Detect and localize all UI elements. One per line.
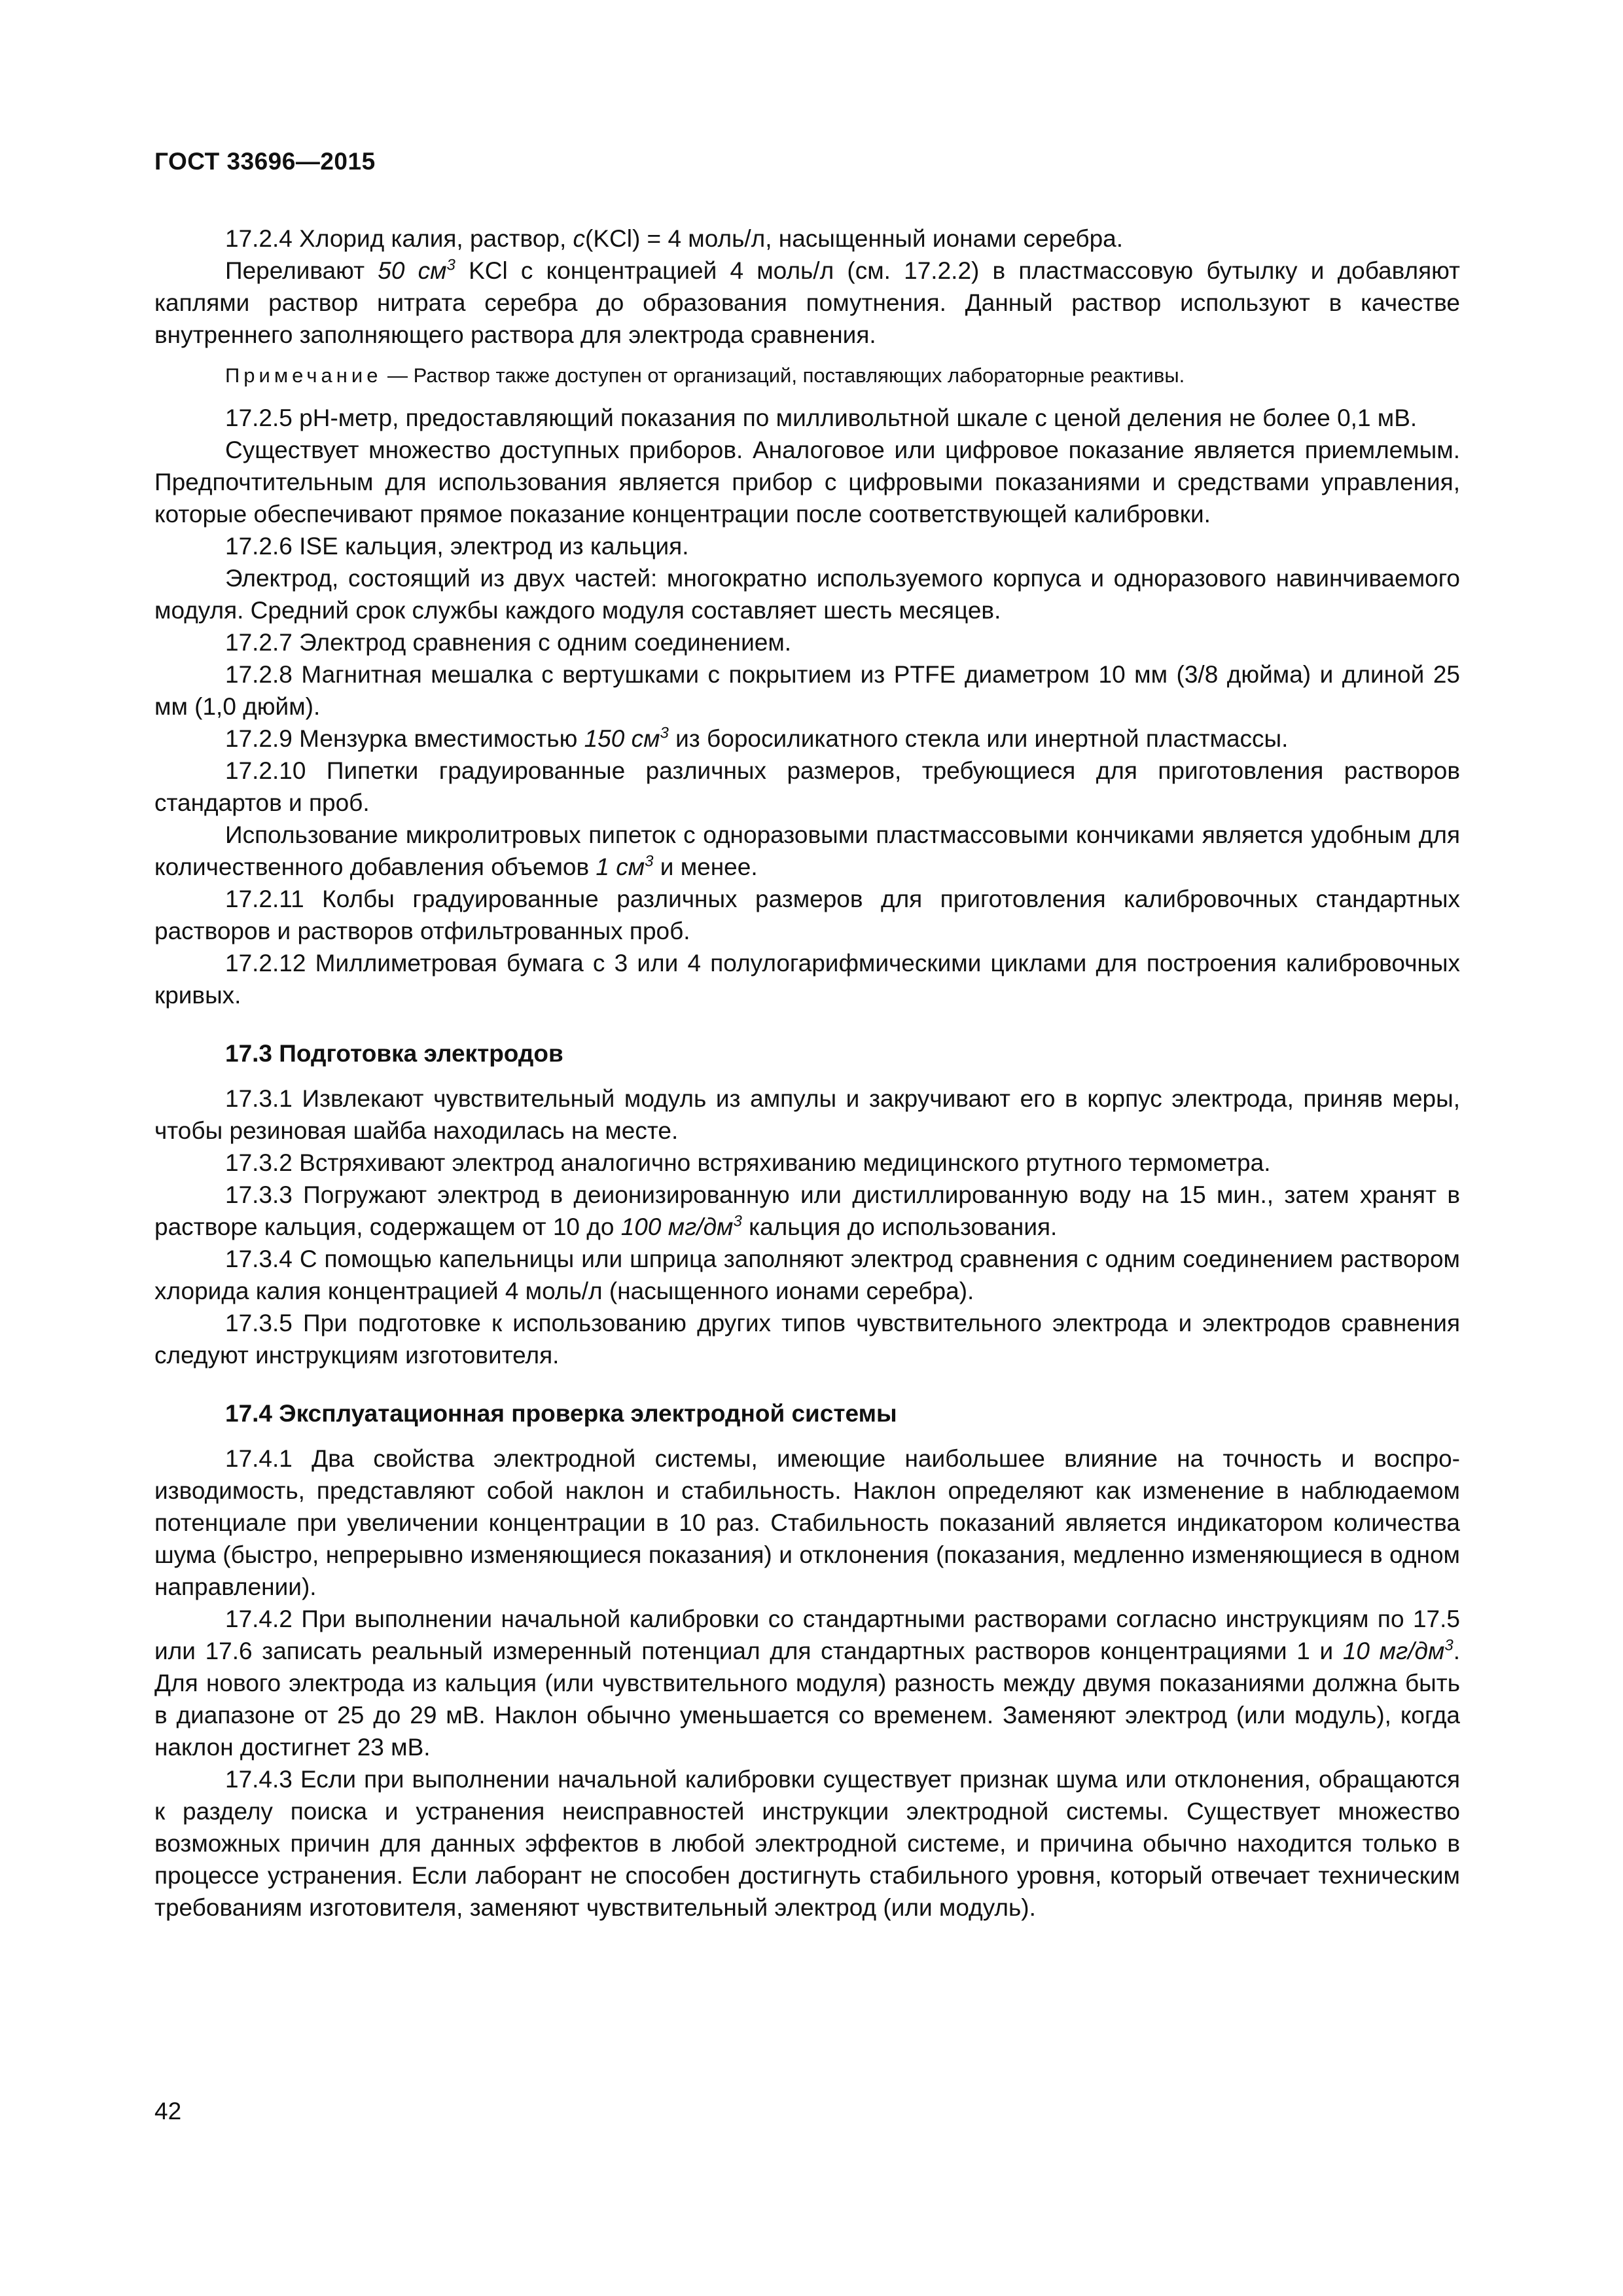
paragraph-17-2-7: 17.2.7 Электрод сравнения с одним соединением. — [225, 629, 792, 656]
paragraph-17-3-3: 17.3.3 Погружают электрод в деионизированную или дистиллированную воду на 15 мин., затем хранят в растворе кальция, содержащем от 10 до 100 $мг/дм^3$ кальция до использования. — [154, 1181, 1460, 1240]
paragraph-17-2-5: 17.2.5 pH-метр, предоставляющий показания по милливольтной шкале с ценой деления не более 0,1 мВ. — [225, 404, 1418, 431]
note — [154, 363, 1460, 389]
paragraph-17-2-9: 17.2.9 Мензурка вместимостью 150 $см^3$ из боросиликатного стекла или инертной пластмассы. — [225, 724, 1289, 752]
paragraph-17-2-10: 17.2.10 Пипетки градуированные различных размеров, требующиеся для приготовления растворов стандартов и проб. — [154, 757, 1460, 816]
paragraph-17-2-12: 17.2.12 Миллиметровая бумага с 3 или 4 полулогарифмическими циклами для построения калибровочных кривых. — [154, 950, 1460, 1009]
section-heading-17-3: 17.3 Подготовка электродов — [225, 1040, 563, 1067]
paragraph-17-2-11: 17.2.11 Колбы градуированные различных размеров для приготовления калибровочных стандартных растворов и растворов отфильтрованных проб. — [154, 886, 1460, 944]
paragraph-17-4-2: 17.4.2 При выполнении начальной калибровки со стандартными растворами согласно инструкциям по 17.5 или 17.6 записать реальный измеренный потенциал для стандартных растворов концентрациями 1 и 10 $мг/дм^3$. Для нового электрода из кальция (или чувствительного модуля) разность между двумя показаниями должна быть в диапазоне от 25 до 29 мВ. Наклон обычно уменьшается со временем. Заменяют электрод (или модуль), когда наклон достигнет 23 мВ. — [154, 1605, 1460, 1761]
section-heading-17-4: 17.4 Эксплуатационная проверка электродной системы — [225, 1400, 897, 1427]
note-label: Примечание — [225, 364, 382, 387]
document-header: ГОСТ 33696—2015 — [154, 148, 376, 175]
page-number: 42 — [154, 2098, 182, 2125]
paragraph-17-2-5-body: Существует множество доступных приборов. Аналоговое или цифровое показание является приемлемым. Предпочтительным для использования является прибор с цифровыми показаниями и средствами управления, которые обеспечивают прямое показание концентрации после соответствующей калибровки. — [154, 437, 1460, 528]
paragraph-17-3-5: 17.3.5 При подготовке к использованию других типов чувствительного электрода и электродов сравнения следуют инструкциям изготовителя. — [154, 1310, 1460, 1369]
note-text: — Раствор также доступен от организаций, поставляющих лабораторные реактивы. — [382, 364, 1185, 387]
paragraph-17-2-10-body: Использование микролитровых пипеток с одноразовыми пластмассовыми кончиками является удобным для количественного добавления объемов 1 $см^3$ и менее. — [154, 821, 1460, 880]
document-body — [154, 223, 1460, 1924]
paragraph-17-4-3: 17.4.3 Если при выполнении начальной калибровки существует признак шума или отклонения, обращаются к разделу поиска и устранения неисправностей инструкции электродной системы. Существует множество возможных причин для данных эффектов в любой электродной системе, и причина обычно находится только в процессе устранения. Если лаборант не способен достигнуть стабильного уровня, который отвечает техническим требованиям изготовителя, заменяют чувствительный электрод (или модуль). — [154, 1766, 1460, 1921]
paragraph-17-2-6: 17.2.6 ISE кальция, электрод из кальция. — [225, 533, 689, 560]
paragraph-17-3-2: 17.3.2 Встряхивают электрод аналогично встряхиванию медицинского ртутного термометра. — [225, 1149, 1271, 1176]
paragraph-17-4-1: 17.4.1 Два свойства электродной системы, имеющие наибольшее влияние на точность и воспроизводимость, представляют собой наклон и стабильность. Наклон определяют как изменение в наблюдаемом потенциале при увеличении концентрации в 10 раз. Стабильность показаний является индикатором количества шума (быстро, непрерывно изменяющиеся показания) и отклонения (показания, медленно изменяющиеся в одном направлении). — [154, 1445, 1460, 1600]
paragraph-17-3-1: 17.3.1 Извлекают чувствительный модуль из ампулы и закручивают его в корпус электрода, приняв меры, чтобы резиновая шайба находилась на месте. — [154, 1085, 1460, 1144]
paragraph-17-3-4: 17.3.4 С помощью капельницы или шприца заполняют электрод сравнения с одним соединением раствором хлорида калия концентрацией 4 моль/л (насыщенного ионами серебра). — [154, 1246, 1460, 1304]
paragraph-17-2-4: 17.2.4 Хлорид калия, раствор, c(KCl) = 4 моль/л, насыщенный ионами серебра. — [225, 225, 1124, 252]
paragraph-17-2-4-body: Переливают 50 $см^3$ KCl с концентрацией 4 моль/л (см. 17.2.2) в пластмассовую бутылку и добавляют каплями раствор нитрата серебра до образования помутнения. Данный раствор используют в качестве внутреннего заполняющего раствора для электрода сравнения. — [154, 256, 1460, 348]
paragraph-17-2-8: 17.2.8 Магнитная мешалка с вертушками с покрытием из PTFE диаметром 10 мм (3/8 дюйма) и длиной 25 мм (1,0 дюйм). — [154, 661, 1460, 720]
paragraph-17-2-6-body: Электрод, состоящий из двух частей: многократно используемого корпуса и одноразового навинчиваемого модуля. Средний срок службы каждого модуля составляет шесть месяцев. — [154, 565, 1460, 624]
